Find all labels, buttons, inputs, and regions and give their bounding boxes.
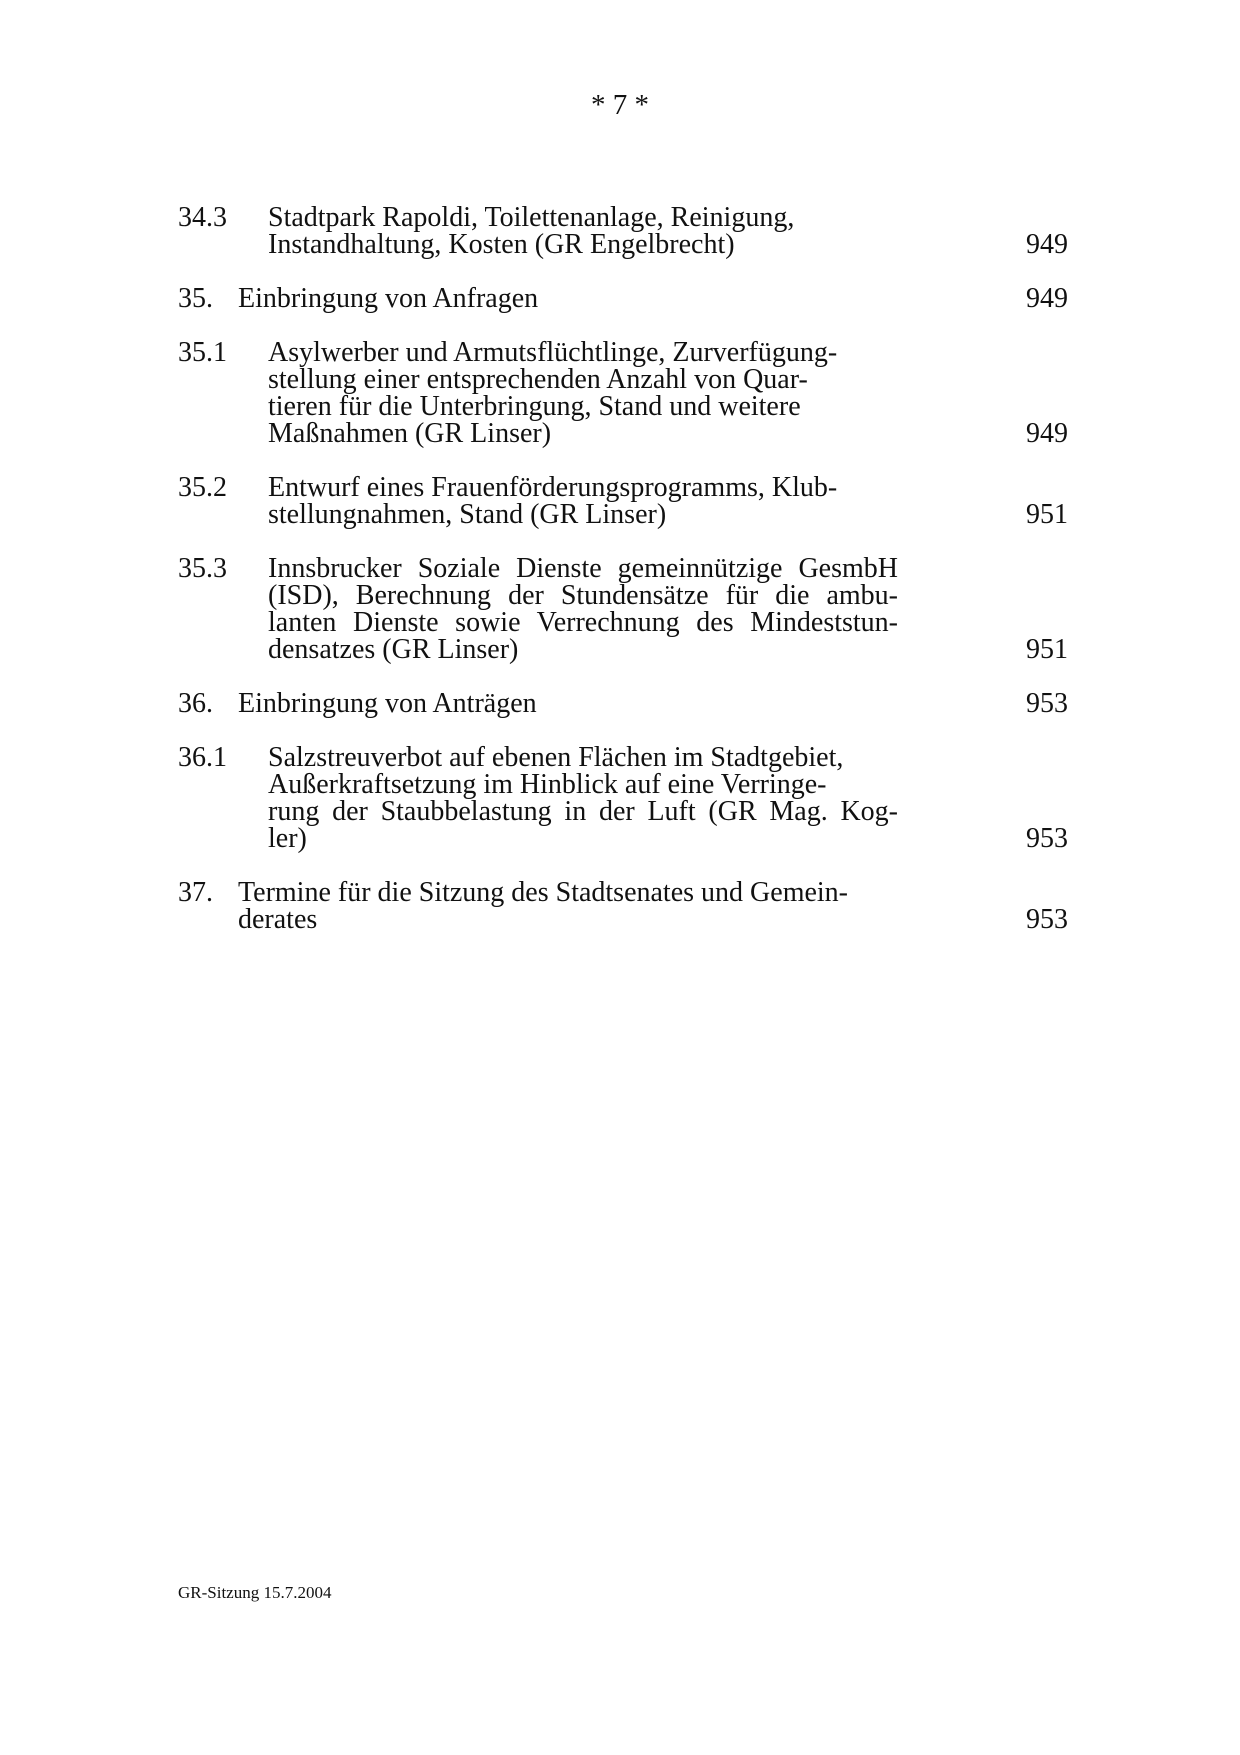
toc-line: ler): [268, 823, 307, 854]
toc-entry-number: 36.1: [178, 742, 227, 773]
toc-line: rung der Staubbelastung in der Luft (GR Mag. Kog-: [268, 796, 898, 827]
toc-entry-36-1: [178, 744, 1068, 852]
toc-entry-title: [238, 690, 868, 717]
toc-entry-page: 951: [1026, 499, 1068, 530]
toc-line: Innsbrucker Soziale Dienste gemeinnützige GesmbH: [268, 553, 898, 584]
toc-line: tieren für die Unterbringung, Stand und weitere: [268, 391, 801, 422]
toc-entry-page: 949: [1026, 229, 1068, 260]
toc-entry-page: 953: [1026, 904, 1068, 935]
toc-line: Einbringung von Anträgen: [238, 688, 537, 719]
toc-entry-35-2: [178, 474, 1068, 528]
toc-line: Salzstreuverbot auf ebenen Flächen im Stadtgebiet,: [268, 742, 844, 773]
toc-entry-number: 35.1: [178, 337, 227, 368]
toc-line: (ISD), Berechnung der Stundensätze für die ambu-: [268, 580, 898, 611]
toc-line: Außerkraftsetzung im Hinblick auf eine Verringe-: [268, 769, 827, 800]
toc-line: Termine für die Sitzung des Stadtsenates und Gemein-: [238, 877, 848, 908]
toc-entry-number: 35.2: [178, 472, 227, 503]
toc-entry-number: 35.3: [178, 553, 227, 584]
toc-entry-36: [178, 690, 1068, 717]
footer-session-date: GR-Sitzung 15.7.2004: [178, 1583, 332, 1602]
toc-line: Stadtpark Rapoldi, Toilettenanlage, Reinigung,: [268, 202, 795, 233]
toc-line: lanten Dienste sowie Verrechnung des Mindeststun-: [268, 607, 898, 638]
toc-entry-page: 949: [1026, 283, 1068, 314]
toc-entry-page: 951: [1026, 634, 1068, 665]
toc-entry-37: [178, 879, 1068, 933]
toc-entry-page: 953: [1026, 823, 1068, 854]
toc-line: Asylwerber und Armutsflüchtlinge, Zurverfügung-: [268, 337, 838, 368]
toc-entry-title: [268, 744, 898, 852]
toc-entry-number: 36.: [178, 688, 213, 719]
toc-line: Instandhaltung, Kosten (GR Engelbrecht): [268, 229, 735, 260]
toc-line: stellungnahmen, Stand (GR Linser): [268, 499, 667, 530]
toc-line: Entwurf eines Frauenförderungsprogramms, Klub-: [268, 472, 838, 503]
toc-entry-number: 37.: [178, 877, 213, 908]
toc-entry-35: [178, 285, 1068, 312]
toc-entry-page: 949: [1026, 418, 1068, 449]
toc-entry-title: [268, 555, 898, 663]
toc-line: stellung einer entsprechenden Anzahl von Quar-: [268, 364, 808, 395]
toc-entry-title: [268, 204, 898, 258]
toc-entry-title: [238, 285, 868, 312]
toc-line: derates: [238, 904, 318, 935]
toc-entry-page: 953: [1026, 688, 1068, 719]
toc-entry-35-3: [178, 555, 1068, 663]
toc-entry-number: 35.: [178, 283, 213, 314]
toc-line: Einbringung von Anfragen: [238, 283, 539, 314]
toc-entry-34-3: [178, 204, 1068, 258]
toc-line: Maßnahmen (GR Linser): [268, 418, 552, 449]
toc-entry-title: [268, 474, 898, 528]
toc-entry-title: [238, 879, 868, 933]
toc-entry-title: [268, 339, 898, 447]
table-of-contents: [178, 204, 1068, 933]
toc-entry-35-1: [178, 339, 1068, 447]
toc-line: densatzes (GR Linser): [268, 634, 519, 665]
page-number: * 7 *: [591, 89, 649, 121]
toc-entry-number: 34.3: [178, 202, 227, 233]
